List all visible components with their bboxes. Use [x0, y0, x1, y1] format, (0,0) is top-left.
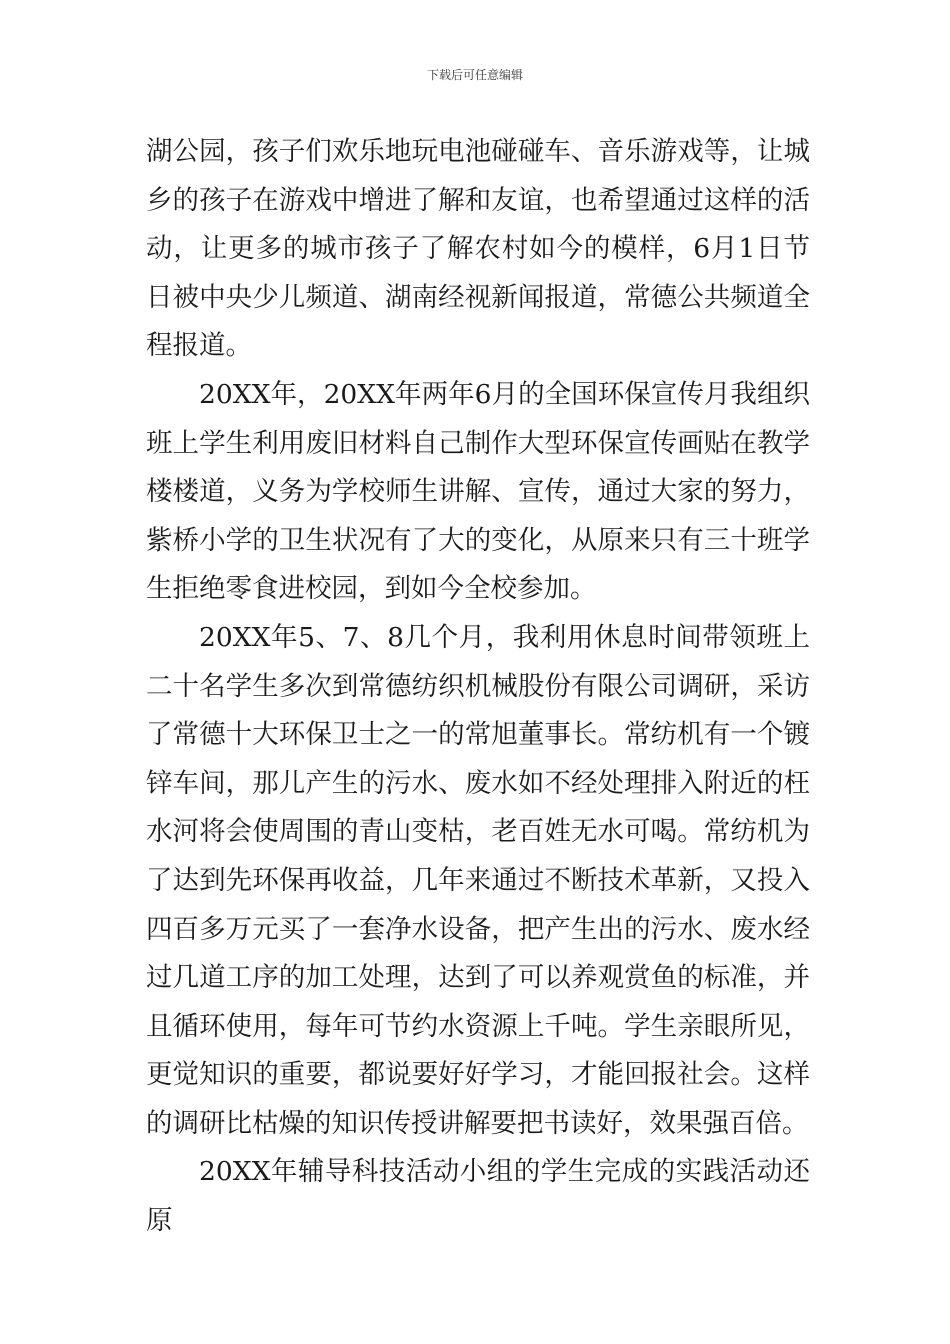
paragraph-environmental-month: 20XX年，20XX年两年6月的全国环保宣传月我组织班上学生利用废旧材料自己制作大型环保宣传画贴在教学楼楼道，义务为学校师生讲解、宣传，通过大家的努力，紫桥小学的卫生状况有了大的变化，从原来只有三十班学生拒绝零食进校园，到如今全校参加。: [146, 378, 810, 605]
download-note: 下载后可任意编辑: [426, 68, 523, 82]
document-body: [146, 128, 810, 1246]
paragraph-tech-group: 20XX年辅导科技活动小组的学生完成的实践活动还原: [146, 1156, 810, 1237]
paragraph-continued: 湖公园，孩子们欢乐地玩电池碰碰车、音乐游戏等，让城乡的孩子在游戏中增进了解和友谊，也希望通过这样的活动，让更多的城市孩子了解农村如今的模样，6月1日节日被中央少儿频道、湖南经视新闻报道，常德公共频道全程报道。: [146, 136, 810, 362]
paragraph-factory-research: 20XX年5、7、8几个月，我利用休息时间带领班上二十名学生多次到常德纺织机械股份有限公司调研，采访了常德十大环保卫士之一的常旭董事长。常纺机有一个镀锌车间，那儿产生的污水、废水如不经处理排入附近的枉水河将会使周围的青山变枯，老百姓无水可喝。常纺机为了达到先环保再收益，几年来通过不断技术革新，又投入四百多万元买了一套净水设备，把产生出的污水、废水经过几道工序的加工处理，达到了可以养观赏鱼的标准，并且循环使用，每年可节约水资源上千吨。学生亲眼所见，更觉知识的重要，都说要好好学习，才能回报社会。这样的调研比枯燥的知识传授讲解要把书读好，效果强百倍。: [146, 621, 810, 1139]
